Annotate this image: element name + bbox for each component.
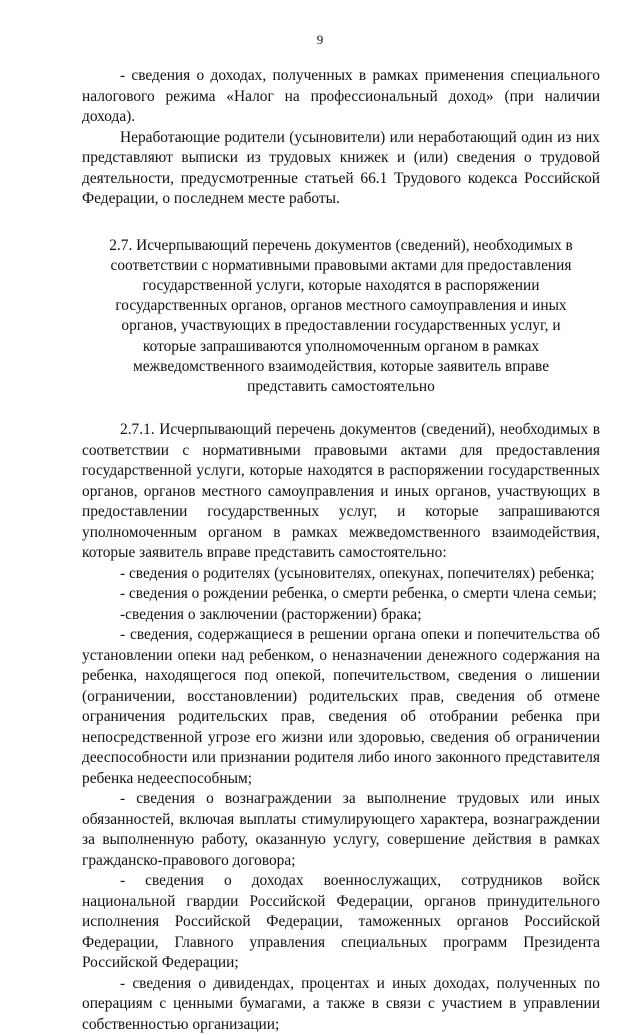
intro-paragraph-unemployed-parents: Неработающие родители (усыновители) или неработающий один из них представляют выписки из трудовых книжек и (или) сведения о трудовой деятельности, предусмотренные статьей 66.1 Трудового кодекса Российской Федерации, о последнем месте работы. bbox=[82, 128, 600, 207]
page-content bbox=[82, 66, 600, 1035]
list-item: - сведения о рождении ребенка, о смерти ребенка, о смерти члена семьи; bbox=[120, 585, 597, 603]
list-item: - сведения о доходах военнослужащих, сотрудников войск национальной гвардии Российской Федерации, органов принудительного исполнения Российской Федерации, таможенных органов Российской Федерации, Главного управления специальных программ Президента Российской Федерации; bbox=[82, 872, 600, 972]
section-2-7-1 bbox=[82, 420, 600, 1035]
section-heading-2-7: 2.7. Исчерпывающий перечень документов (сведений), необходимых в соответствии с нормативными правовыми актами для предоставления государственной услуги, которые находятся в распоряжении государственных органов, органов местного самоуправления и иных органов, участвующих в предоставлении государственных услуг, и которые запрашиваются уполномоченным органом в рамках межведомственного взаимодействия, которые заявитель вправе представить самостоятельно bbox=[109, 236, 573, 395]
list-item: -сведения о заключении (расторжении) брака; bbox=[120, 605, 422, 623]
intro-paragraph-income-npd: - сведения о доходах, полученных в рамках применения специального налогового режима «Налог на профессиональный доход» (при наличии дохода). bbox=[82, 67, 600, 125]
list-item: - сведения о родителях (усыновителях, опекунах, попечителях) ребенка; bbox=[120, 564, 595, 582]
list-item: - сведения о дивидендах, процентах и иных доходах, полученных по операциям с ценными бумагами, а также в связи с участием в управлении собственностью организации; bbox=[82, 974, 600, 1033]
page-number: 9 bbox=[316, 32, 324, 47]
section-2-7-1-lead: 2.7.1. Исчерпывающий перечень документов (сведений), необходимых в соответствии с нормативными правовыми актами для предоставления государственной услуги, которые находятся в распоряжении государственных органов, органов местного самоуправления и иных органов, участвующих в предоставлении государственных услуг, и которые запрашиваются уполномоченным органом в рамках межведомственного взаимодействия, которые заявитель вправе представить самостоятельно: bbox=[82, 421, 600, 562]
list-item: - сведения, содержащиеся в решении органа опеки и попечительства об установлении опеки над ребенком, о неназначении денежного содержания на ребенка, находящегося под опекой, попечительством, сведения о лишении (ограничении, восстановлении) родительских прав, сведения об отмене ограничения родительских прав, сведения об отобрании ребенка при непосредственной угрозе его жизни или здоровью, сведения об ограничении дееспособности или признании родителя либо иного законного представителя ребенка недееспособным; bbox=[82, 626, 600, 787]
list-item: - сведения о вознаграждении за выполнение трудовых или иных обязанностей, включая выплаты стимулирующего характера, вознаграждении за выполненную работу, оказанную услугу, совершение действия в рамках гражданско-правового договора; bbox=[82, 790, 600, 869]
documents-list bbox=[82, 564, 600, 1035]
